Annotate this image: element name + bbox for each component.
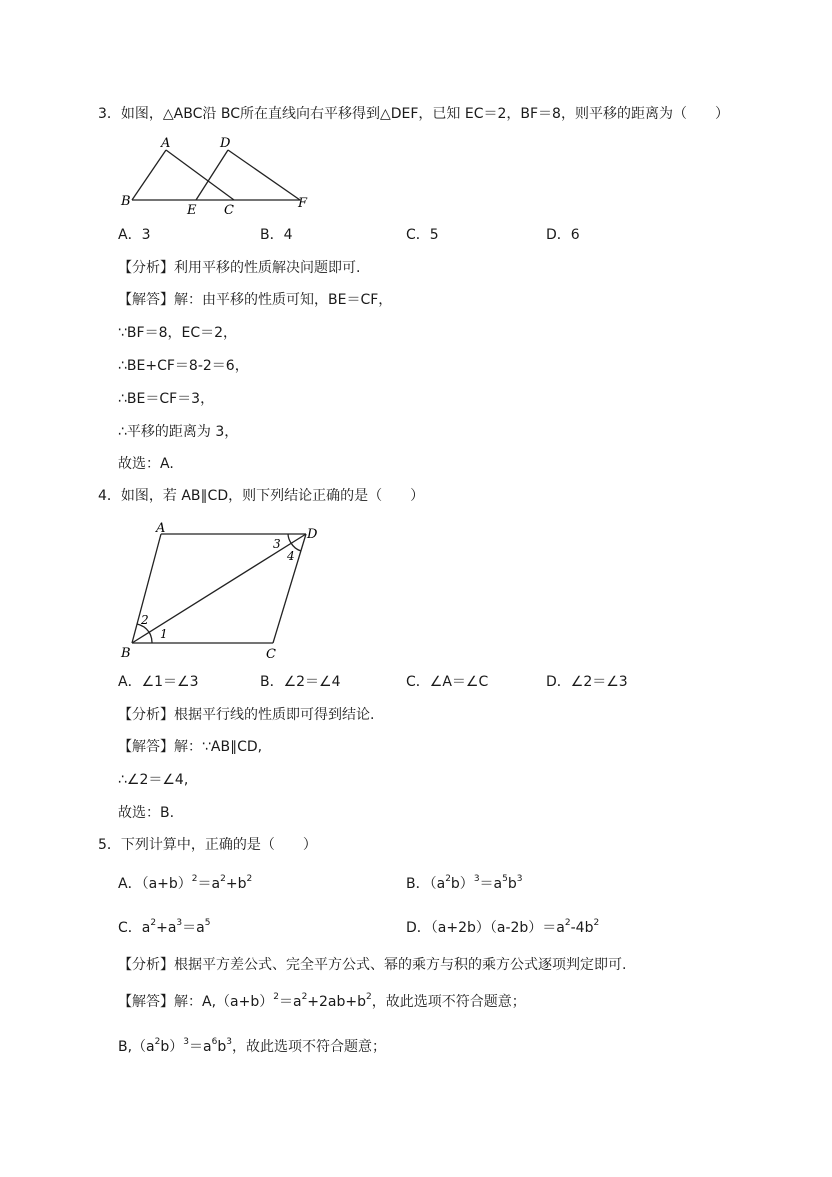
q3-figure bbox=[116, 134, 316, 218]
q3-answer: 故选：A. bbox=[118, 456, 174, 472]
q4-option-d: D．∠2＝∠3 bbox=[546, 674, 628, 690]
q3-option-b: B．4 bbox=[260, 227, 293, 243]
q5-option-b: B．$(a^2b)^3=a^5b^3$ bbox=[406, 874, 523, 892]
q4-angle-3: 3 bbox=[273, 537, 281, 551]
q3-label-b: B bbox=[121, 194, 131, 209]
q3-solution-line: 【解答】解：由平移的性质可知，BE＝CF， bbox=[118, 292, 393, 308]
q4-angle-2: 2 bbox=[141, 613, 149, 627]
q3-stem: 3．如图，△ABC沿 BC所在直线向右平移得到△DEF，已知 EC＝2，BF＝8，则平移的距离为（ ） bbox=[98, 106, 729, 122]
q3-solution-line: ∴BE＝CF＝3， bbox=[118, 391, 215, 407]
q3-label-a: A bbox=[161, 136, 171, 151]
q4-label-a: A bbox=[156, 521, 166, 536]
q4-option-c: C．∠A＝∠C bbox=[406, 674, 489, 690]
q3-label-d: D bbox=[220, 136, 231, 151]
q5-solution-b: $B,(a^2b)^3=a^6b^3$，故此选项不符合题意； bbox=[118, 1037, 386, 1055]
q4-solution-line: 【解答】解：∵AB∥CD, bbox=[118, 739, 263, 755]
q5-option-c: C．$a^2+a^3=a^5$ bbox=[118, 918, 211, 936]
q3-label-e: E bbox=[187, 203, 197, 218]
q4-solution-line: ∴∠2＝∠4, bbox=[118, 772, 189, 788]
q3-solution-line: ∵BF＝8，EC＝2， bbox=[118, 325, 237, 341]
q3-option-a: A．3 bbox=[118, 227, 151, 243]
q5-option-d: D．$(a+2b)(a-2b)=a^2-4b^2$ bbox=[406, 918, 600, 936]
q4-label-c: C bbox=[266, 647, 276, 662]
q4-angle-1: 1 bbox=[160, 627, 168, 641]
q3-label-c: C bbox=[224, 203, 234, 218]
q4-stem: 4．如图，若 AB∥CD，则下列结论正确的是（ ） bbox=[98, 488, 425, 504]
q3-option-c: C．5 bbox=[406, 227, 439, 243]
q3-option-d: D．6 bbox=[546, 227, 580, 243]
q4-analysis: 【分析】根据平行线的性质即可得到结论. bbox=[118, 707, 375, 723]
q3-solution-line: ∴BE+CF＝8-2＝6， bbox=[118, 358, 249, 374]
q5-analysis: 【分析】根据平方差公式、完全平方公式、幂的乘方与积的乘方公式逐项判定即可. bbox=[118, 957, 627, 973]
q4-label-d: D bbox=[307, 527, 318, 542]
q4-angle-4: 4 bbox=[287, 549, 295, 563]
q5-stem: 5．下列计算中，正确的是（ ） bbox=[98, 837, 317, 853]
q5-option-a: A．$(a+b)^2=a^2+b^2$ bbox=[118, 874, 253, 892]
q5-solution-a: 【解答】解：$A,(a+b)^2=a^2+2ab+b^2$，故此选项不符合题意； bbox=[118, 992, 526, 1010]
q4-label-b: B bbox=[121, 646, 131, 661]
q4-figure bbox=[116, 518, 326, 664]
q3-label-f: F bbox=[298, 196, 308, 211]
q3-solution-line: ∴平移的距离为 3， bbox=[118, 424, 239, 440]
q3-analysis: 【分析】利用平移的性质解决问题即可. bbox=[118, 260, 361, 276]
q4-answer: 故选：B. bbox=[118, 805, 175, 821]
q4-option-b: B．∠2＝∠4 bbox=[260, 674, 341, 690]
q4-option-a: A．∠1＝∠3 bbox=[118, 674, 199, 690]
